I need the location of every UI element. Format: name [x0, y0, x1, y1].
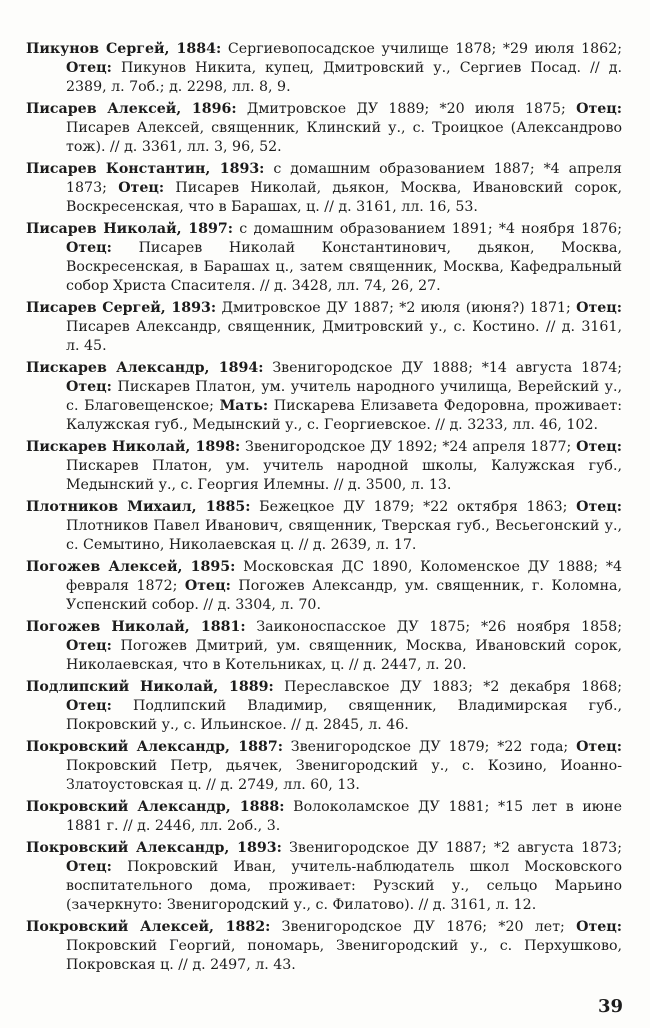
list-item [26, 359, 622, 435]
entry-heading: Покровский Александр, 1888: [26, 799, 285, 815]
entry-text: с домашним образованием 1887; *4 апреля 1873; [66, 161, 623, 196]
entry-label: Отец: [576, 300, 622, 316]
entry-text: Покровский Георгий, пономарь, Звенигородский у., с. Перхушково, Покровская ц. // д. 2497, л. 43. [66, 938, 622, 973]
entry-text: Переславское ДУ 1883; *2 декабря 1868; [273, 679, 622, 695]
entry-label: Отец: [66, 859, 112, 875]
entry-heading: Пикунов Сергей, 1884: [26, 41, 222, 57]
entry-label: Отец: [118, 180, 165, 196]
entry-heading: Писарев Николай, 1897: [26, 221, 234, 237]
entry-text: Бежецкое ДУ 1879; *22 октября 1863; [250, 499, 577, 515]
entry-heading: Писарев Сергей, 1893: [26, 300, 217, 316]
entry-heading: Плотников Михаил, 1885: [26, 499, 251, 515]
entry-text: Погожев Александр, ум. священник, г. Коломна, Успенский собор. // д. 3304, л. 70. [66, 578, 622, 613]
list-item [26, 220, 622, 296]
list-item [26, 839, 622, 915]
page-number: 39 [598, 996, 624, 1017]
entry-heading: Погожев Николай, 1881: [26, 619, 246, 635]
list-item [26, 618, 622, 675]
entry-text: Московская ДС 1890, Коломенское ДУ 1888; *4 февраля 1872; [66, 559, 622, 594]
entry-heading: Пискарев Николай, 1898: [26, 439, 241, 455]
list-item [26, 498, 622, 555]
list-item [26, 798, 622, 836]
entry-heading: Писарев Алексей, 1896: [26, 101, 237, 117]
entry-label: Отец: [576, 919, 622, 935]
entry-heading: Пискарев Александр, 1894: [26, 360, 264, 376]
list-item [26, 678, 622, 735]
entry-label: Отец: [66, 698, 112, 714]
entry-text: Покровский Петр, дьячек, Звенигородский у., с. Козино, Иоанно-Златоустовская ц. // д. 2749, лл. 60, 13. [66, 758, 622, 793]
entry-text: Звенигородское ДУ 1892; *24 апреля 1877; [240, 439, 577, 455]
entry-text: с домашним образованием 1891; *4 ноября 1876; [233, 221, 622, 237]
list-item [26, 918, 622, 975]
entry-text: Сергиевопосадское училище 1878; *29 июля 1862; [221, 41, 622, 57]
entry-text: Пискарева Елизавета Федоровна, проживает: Калужская губ., Медынский у., с. Георгиевское. // д. 3233, лл. 46, 102. [66, 398, 622, 433]
entry-text: Пискарев Платон, ум. учитель народной школы, Калужская губ., Медынский у., с. Георгия Илемны. // д. 3500, л. 13. [66, 458, 622, 493]
entry-list [26, 40, 622, 978]
entry-text: Волоколамское ДУ 1881; *15 лет в июне 1881 г. // д. 2446, лл. 2об., 3. [66, 799, 622, 834]
entry-text: Звенигородское ДУ 1879; *22 года; [282, 739, 577, 755]
entry-label: Отец: [576, 499, 622, 515]
entry-label: Отец: [66, 60, 112, 76]
list-item [26, 558, 622, 615]
entry-text: Звенигородское ДУ 1888; *14 августа 1874; [263, 360, 622, 376]
entry-label: Отец: [576, 439, 622, 455]
entry-text: Плотников Павел Иванович, священник, Тверская губ., Весьегонский у., с. Семытино, Николаевская ц. // д. 2639, л. 17. [66, 518, 622, 553]
entry-heading: Писарев Константин, 1893: [26, 161, 265, 177]
entry-label: Отец: [66, 638, 112, 654]
list-item [26, 438, 622, 495]
entry-text: Писарев Алексей, священник, Клинский у., с. Троицкое (Александрово тож). // д. 3361, лл. 3, 96, 52. [66, 120, 622, 155]
entry-text: Заиконоспасское ДУ 1875; *26 ноября 1858; [245, 619, 622, 635]
entry-text: Дмитровское ДУ 1887; *2 июля (июня?) 1871; [216, 300, 577, 316]
entry-text: Писарев Александр, священник, Дмитровский у., с. Костино. // д. 3161, л. 45. [66, 319, 622, 354]
list-item [26, 100, 622, 157]
entry-heading: Подлипский Николай, 1889: [26, 679, 274, 695]
entry-heading: Покровский Александр, 1887: [26, 739, 283, 755]
entry-label: Отец: [66, 379, 112, 395]
entry-label: Отец: [184, 578, 231, 594]
entry-heading: Покровский Александр, 1893: [26, 840, 282, 856]
entry-text: Писарев Николай, дьякон, Москва, Ивановский сорок, Воскресенская, что в Барашах, ц. // д. 3161, лл. 16, 53. [66, 180, 622, 215]
entry-text: Звенигородское ДУ 1876; *20 лет; [270, 919, 577, 935]
entry-label: Мать: [219, 398, 269, 414]
entry-text: Погожев Дмитрий, ум. священник, Москва, Ивановский сорок, Николаевская, что в Котельниках, ц. // д. 2447, л. 20. [66, 638, 622, 673]
entry-text: Покровский Иван, учитель-наблюдатель школ Московского воспитательного дома, проживает: Рузский у., сельцо Марьино (зачеркнуто: Звенигородский у., с. Филатово). // д. 3161, л. 12. [66, 859, 622, 913]
list-item [26, 299, 622, 356]
entry-text: Подлипский Владимир, священник, Владимирская губ., Покровский у., с. Ильинское. // д. 2845, л. 46. [66, 698, 622, 733]
list-item [26, 160, 622, 217]
entry-heading: Погожев Алексей, 1895: [26, 559, 236, 575]
entry-text: Пискарев Платон, ум. учитель народного училища, Верейский у., с. Благовещенское; [66, 379, 622, 414]
entry-text: Пикунов Никита, купец, Дмитровский у., Сергиев Посад. // д. 2389, л. 7об.; д. 2298, лл. 8, 9. [66, 60, 622, 95]
entry-label: Отец: [66, 240, 112, 256]
entry-text: Писарев Николай Константинович, дьякон, Москва, Воскресенская, в Барашах ц., затем священник, Москва, Кафедральный собор Христа Спасителя. // д. 3428, лл. 74, 26, 27. [66, 240, 622, 294]
list-item [26, 738, 622, 795]
entry-label: Отец: [576, 739, 622, 755]
entry-heading: Покровский Алексей, 1882: [26, 919, 271, 935]
entry-label: Отец: [576, 101, 622, 117]
list-item [26, 40, 622, 97]
entry-text: Звенигородское ДУ 1887; *2 августа 1873; [281, 840, 622, 856]
entry-text: Дмитровское ДУ 1889; *20 июля 1875; [236, 101, 577, 117]
